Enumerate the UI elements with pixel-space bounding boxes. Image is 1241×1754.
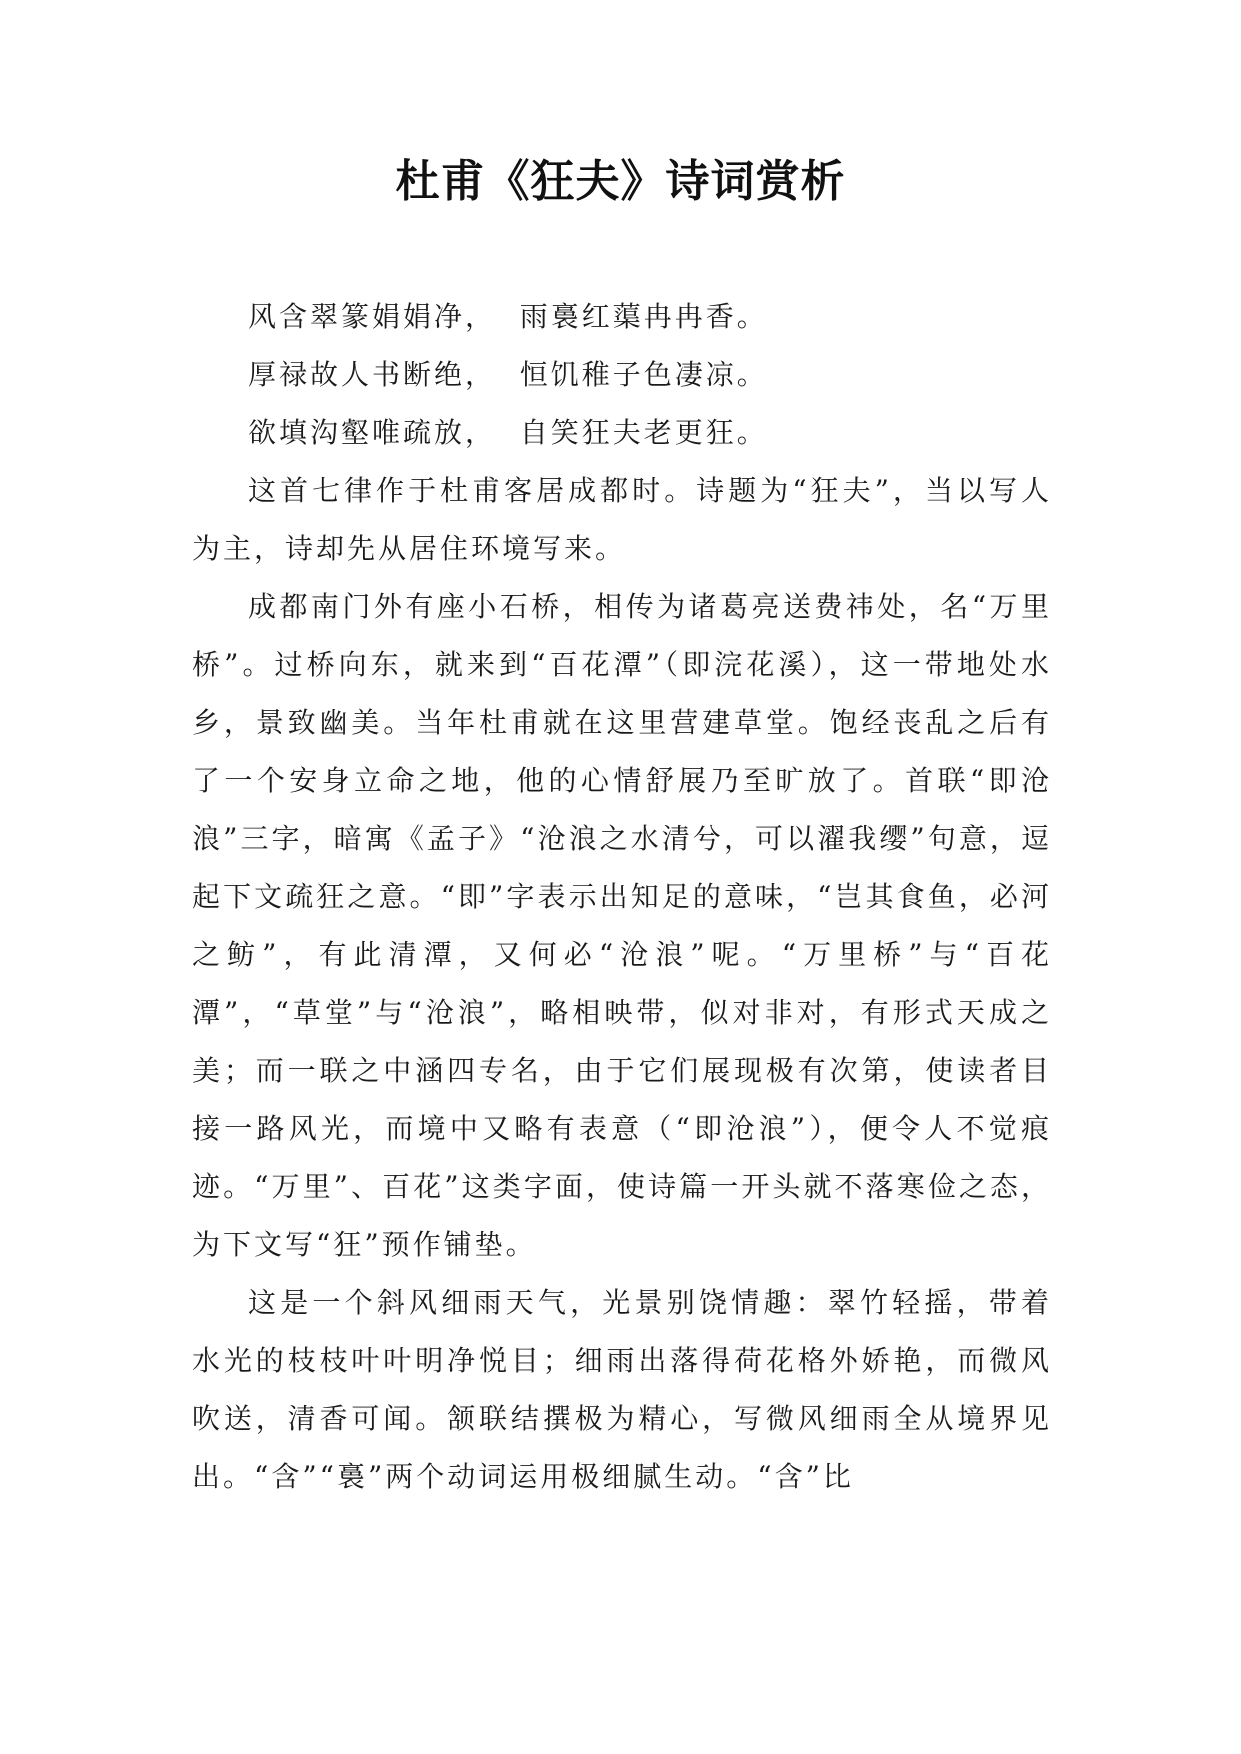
paragraph-weather: 这是一个斜风细雨天气，光景别饶情趣：翠竹轻摇，带着水光的枝枝叶叶明净悦目；细雨出落得荷花格外娇艳，而微风吹送，清香可闻。颔联结撰极为精心，写微风细雨全从境界见出。“含”“裛”两个动词运用极细腻生动。“含”比 [192, 1286, 1052, 1493]
poem-line-3: 欲填沟壑唯疏放， 自笑狂夫老更狂。 [248, 416, 768, 449]
document-body [192, 288, 1052, 1506]
poem-line-1: 风含翠篆娟娟净， 雨裛红蕖冉冉香。 [248, 300, 768, 333]
document-title: 杜甫《狂夫》诗词赏析 [395, 156, 846, 207]
paragraph-intro: 这首七律作于杜甫客居成都时。诗题为“狂夫”，当以写人为主，诗却先从居住环境写来。 [192, 474, 1052, 565]
paragraph-wanli-bridge: 成都南门外有座小石桥，相传为诸葛亮送费祎处，名“万里桥”。过桥向东，就来到“百花潭”（即浣花溪），这一带地处水乡，景致幽美。当年杜甫就在这里营建草堂。饱经丧乱之后有了一个安身立命之地，他的心情舒展乃至旷放了。首联“即沧浪”三字，暗寓《孟子》“沧浪之水清兮，可以濯我缨”句意，逗起下文疏狂之意。“即”字表示出知足的意味，“岂其食鱼，必河之鲂”，有此清潭，又何必“沧浪”呢。“万里桥”与“百花潭”，“草堂”与“沧浪”，略相映带，似对非对，有形式天成之美；而一联之中涵四专名，由于它们展现极有次第，使读者目接一路风光，而境中又略有表意（“即沧浪”），便令人不觉痕迹。“万里”、百花”这类字面，使诗篇一开头就不落寒俭之态，为下文写“狂”预作铺垫。 [192, 590, 1052, 1261]
poem-line-2: 厚禄故人书断绝， 恒饥稚子色凄凉。 [248, 358, 768, 391]
